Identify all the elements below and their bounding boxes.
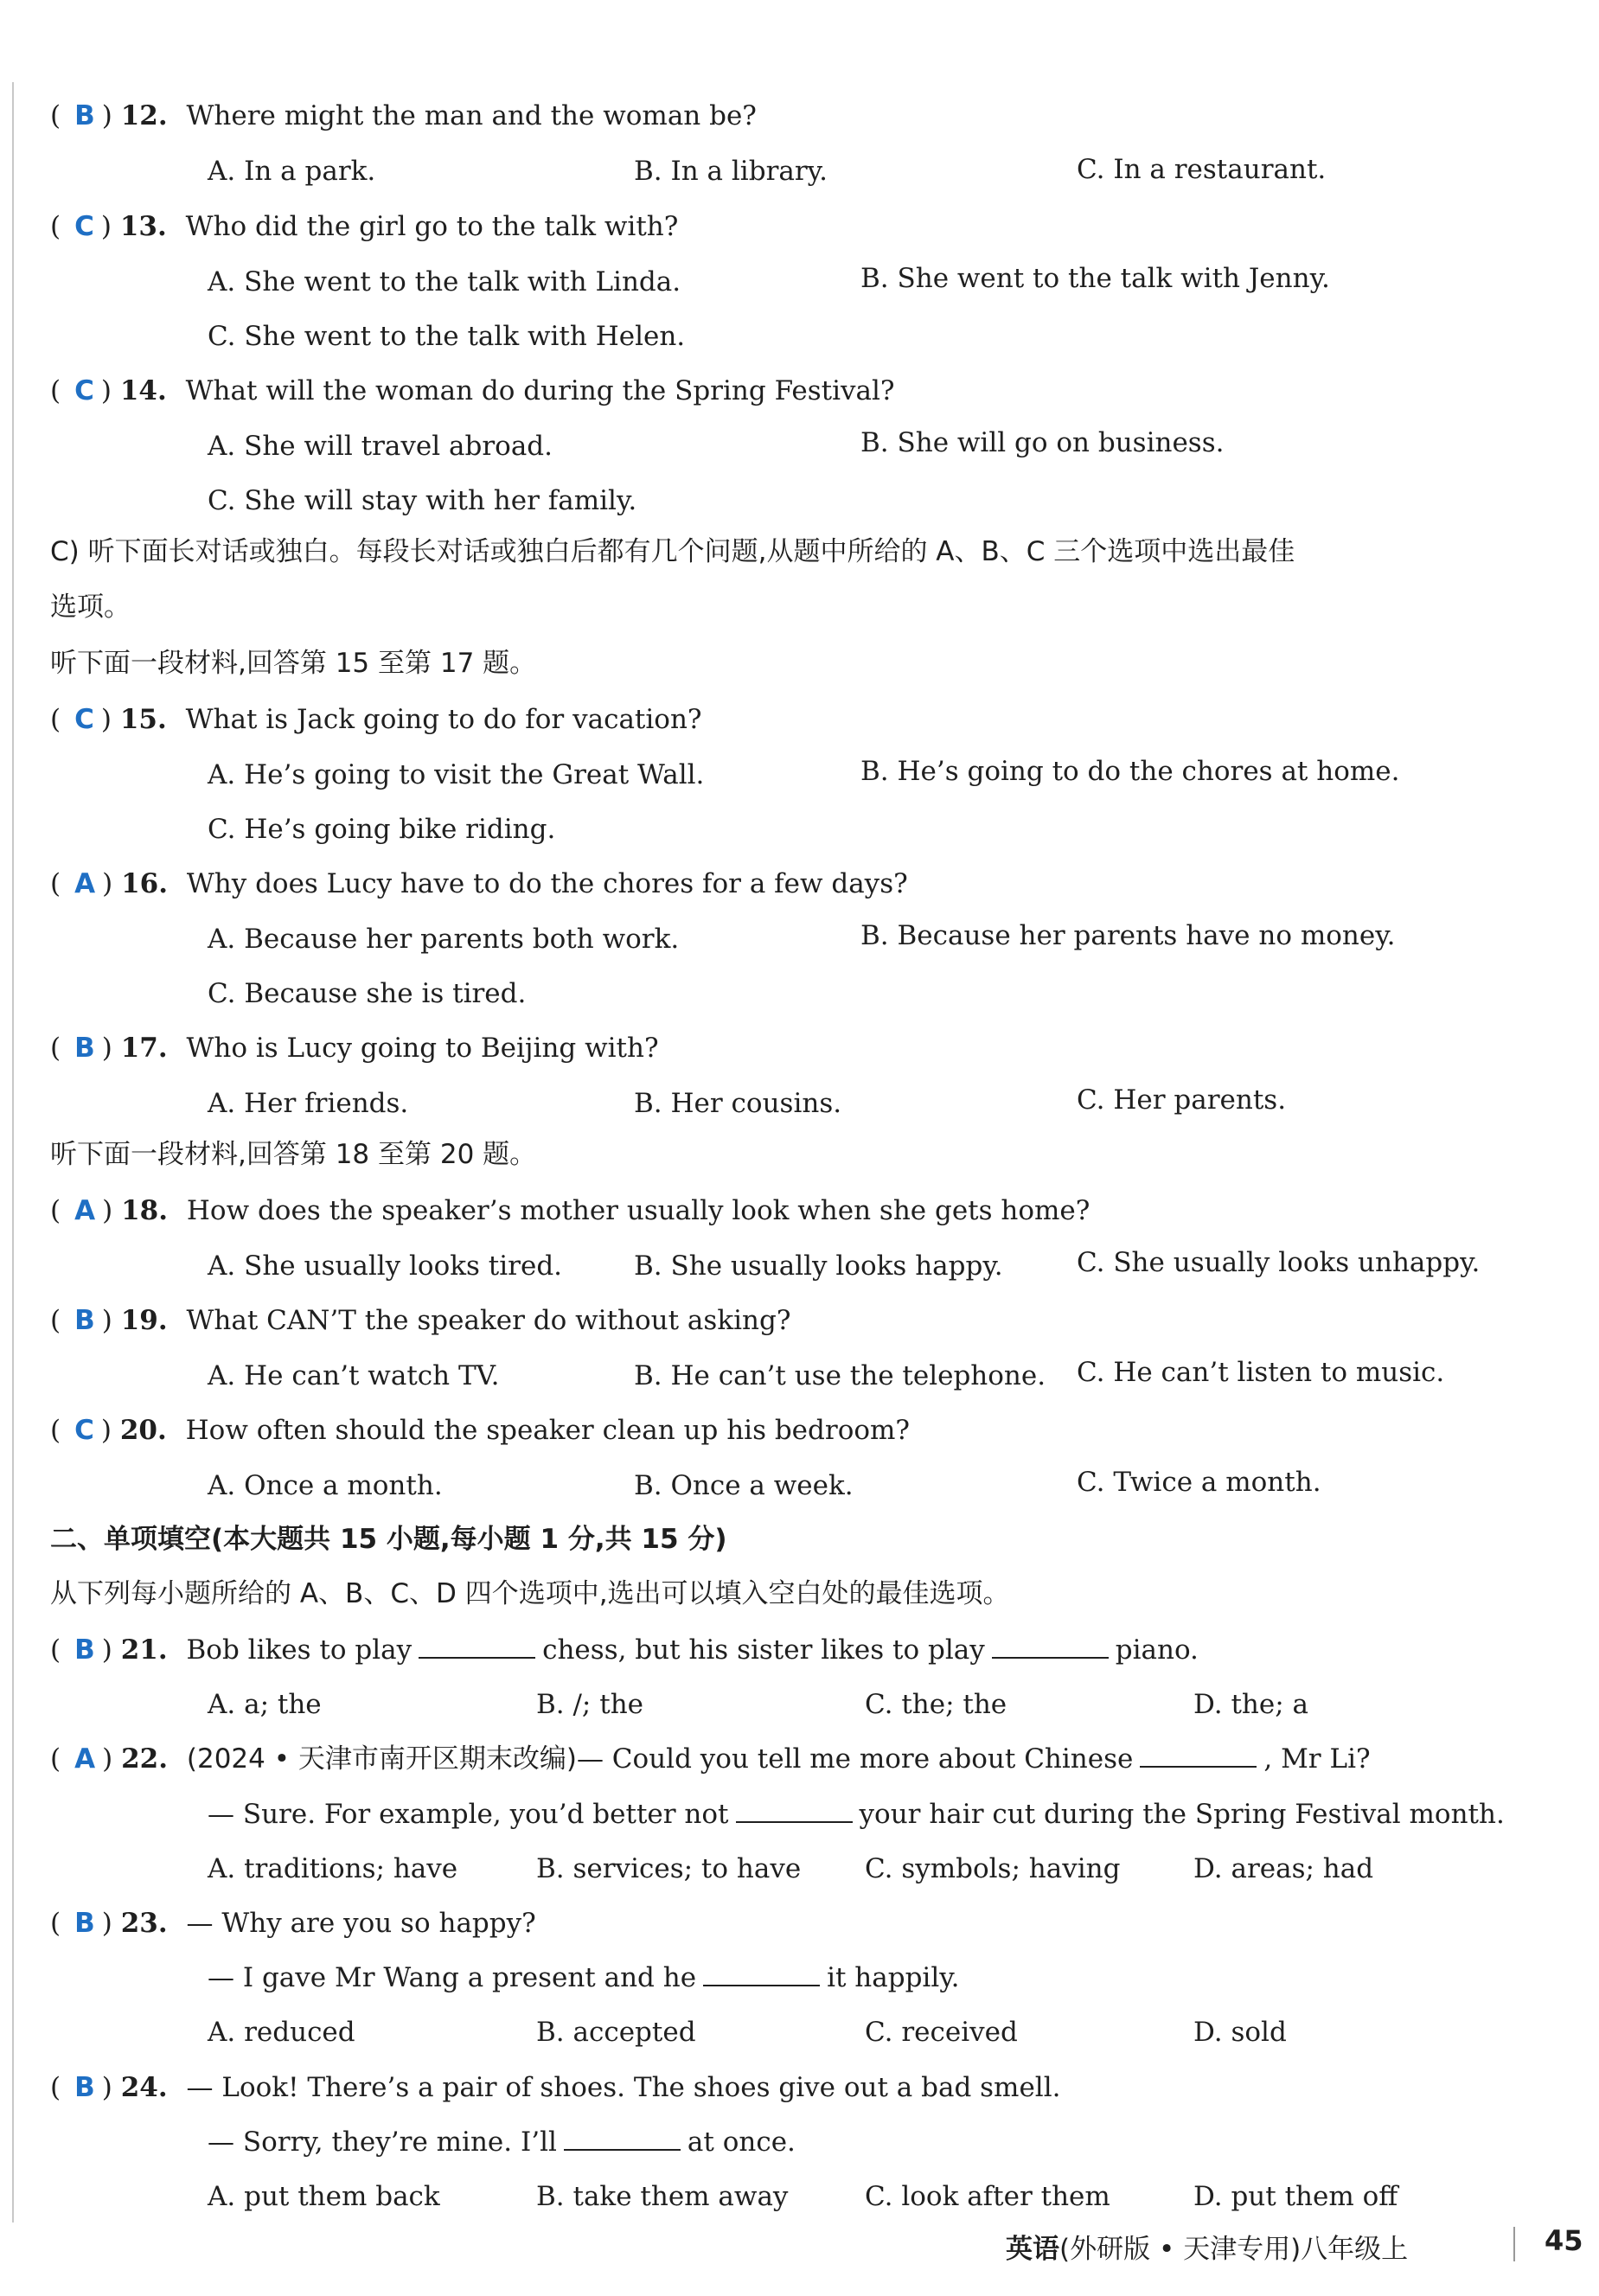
option-b: B. She will go on business. [860,427,1225,458]
margin-rule [12,82,14,2222]
answer-mark: B [74,1305,95,1336]
footer-edition: (外研版 • 天津专用)八年级上 [1059,2234,1409,2265]
question-text: your hair cut during the Spring Festival month. [859,1799,1505,1830]
question-text: Why does Lucy have to do the chores for a few days? [186,868,908,899]
option-a: A. He’s going to visit the Great Wall. [208,759,705,790]
question-text: Who did the girl go to the talk with? [185,211,679,242]
question-number: 20. [119,1415,167,1446]
question-text: — Sure. For example, you’d better not [208,1799,729,1830]
question-text: What will the woman do during the Spring Festival? [185,375,895,406]
question-20: ( C ) 20. How often should the speaker clean up his bedroom? [50,1415,911,1446]
question-line-2 [208,1959,960,1997]
question-text: Where might the man and the woman be? [186,100,757,131]
option-b: B. Because her parents have no money. [860,920,1396,951]
answer-blank [703,1960,820,1986]
page-footer [1006,2227,1408,2266]
question-text: — Why are you so happy? [186,1908,536,1939]
option-b: B. He can’t use the telephone. [634,1360,1046,1391]
question-line-2 [208,1795,1505,1833]
answer-blank [564,2125,681,2151]
section-instruction: 从下列每小题所给的 A、B、C、D 四个选项中,选出可以填入空白处的最佳选项。 [50,1578,1010,1609]
question-number: 21. [120,1634,168,1666]
section-c-instruction-cont: 选项。 [50,592,131,623]
option-c: C. Because she is tired. [208,978,527,1009]
question-19: ( B ) 19. What CAN’T the speaker do without asking? [50,1305,791,1336]
option-d: D. put them off [1193,2181,1398,2212]
option-c: C. In a restaurant. [1077,154,1327,185]
question-number: 23. [120,1908,168,1939]
footer-subject: 英语 [1006,2234,1059,2265]
question-text: it happily. [827,1962,960,1993]
answer-mark: C [74,1415,94,1446]
option-a: A. He can’t watch TV. [208,1360,500,1391]
question-text: Who is Lucy going to Beijing with? [186,1033,659,1064]
question-text: , Mr Li? [1263,1743,1371,1775]
question-number: 22. [121,1743,169,1775]
option-c: C. She went to the talk with Helen. [208,321,686,352]
question-17: ( B ) 17. Who is Lucy going to Beijing with? [50,1033,659,1064]
option-b: B. In a library. [634,156,828,187]
question-number: 12. [120,100,168,131]
option-b: B. She usually looks happy. [634,1250,1003,1282]
question-13: ( C ) 13. Who did the girl go to the talk with? [50,211,679,242]
option-b: B. Once a week. [634,1470,854,1501]
question-text: — Could you tell me more about Chinese [576,1743,1134,1775]
option-c: C. She will stay with her family. [208,485,637,516]
question-number: 13. [119,211,167,242]
question-21: ( B ) 21. Bob likes to play chess, but his sister likes to play piano. [50,1634,1199,1666]
question-22: ( A ) 22. (2024 • 天津市南开区期末改编)— Could you tell me more about Chinese , Mr Li? [50,1743,1371,1775]
question-15: ( C ) 15. What is Jack going to do for vacation? [50,704,702,735]
question-text: piano. [1115,1634,1199,1666]
option-c: C. Her parents. [1077,1084,1287,1116]
footer-divider [1513,2227,1515,2261]
option-d: D. the; a [1193,1689,1309,1720]
question-line-2 [208,2123,796,2161]
option-c: C. symbols; having [865,1853,1121,1884]
material-heading: 听下面一段材料,回答第 15 至第 17 题。 [50,648,537,679]
option-a: A. put them back [208,2181,440,2212]
question-24: ( B ) 24. — Look! There’s a pair of shoes. The shoes give out a bad smell. [50,2072,1061,2103]
option-a: A. Once a month. [208,1470,443,1501]
question-14: ( C ) 14. What will the woman do during the Spring Festival? [50,375,895,406]
section-c-instruction: C) 听下面长对话或独白。每段长对话或独白后都有几个问题,从题中所给的 A、B、C 三个选项中选出最佳 [50,536,1295,567]
answer-mark: A [74,1195,96,1226]
question-source: (2024 • 天津市南开区期末改编) [186,1743,577,1775]
answer-mark: A [74,868,96,899]
section-heading: 二、单项填空(本大题共 15 小题,每小题 1 分,共 15 分) [50,1524,727,1555]
option-c: C. received [865,2017,1018,2048]
question-text: What CAN’T the speaker do without asking? [186,1305,791,1336]
option-c: C. She usually looks unhappy. [1077,1247,1481,1278]
answer-mark: B [74,1908,95,1939]
answer-mark: B [74,1634,95,1666]
option-c: C. the; the [865,1689,1007,1720]
answer-blank [736,1797,853,1823]
option-a: A. In a park. [208,156,376,187]
option-d: D. sold [1193,2017,1287,2048]
answer-blank [419,1633,535,1659]
answer-blank [992,1633,1109,1659]
option-b: B. Her cousins. [634,1088,842,1119]
question-text: What is Jack going to do for vacation? [185,704,702,735]
option-c: C. He can’t listen to music. [1077,1357,1445,1388]
question-number: 18. [121,1195,169,1226]
option-a: A. traditions; have [208,1853,458,1884]
answer-blank [1140,1742,1257,1768]
question-text: — Look! There’s a pair of shoes. The shoes give out a bad smell. [186,2072,1061,2103]
option-a: A. She will travel abroad. [208,431,553,462]
answer-mark: B [74,2072,95,2103]
question-12: ( B ) 12. Where might the man and the woman be? [50,100,757,131]
option-b: B. take them away [536,2181,789,2212]
answer-mark: C [74,704,94,735]
question-16: ( A ) 16. Why does Lucy have to do the chores for a few days? [50,868,908,899]
page-number: 45 [1545,2224,1583,2257]
question-text: — I gave Mr Wang a present and he [208,1962,697,1993]
option-c: C. look after them [865,2181,1110,2212]
question-number: 16. [121,868,169,899]
option-b: B. services; to have [536,1853,802,1884]
option-b: B. /; the [536,1689,643,1720]
question-number: 14. [119,375,167,406]
answer-mark: B [74,100,95,131]
answer-mark: B [74,1033,95,1064]
question-23: ( B ) 23. — Why are you so happy? [50,1908,536,1939]
option-a: A. She usually looks tired. [208,1250,563,1282]
option-a: A. She went to the talk with Linda. [208,266,681,297]
answer-mark: A [74,1743,96,1775]
question-18: ( A ) 18. How does the speaker’s mother usually look when she gets home? [50,1195,1091,1226]
answer-mark: C [74,375,94,406]
question-text: How does the speaker’s mother usually look when she gets home? [186,1195,1091,1226]
option-a: A. Because her parents both work. [208,924,680,955]
question-number: 15. [119,704,167,735]
question-number: 19. [120,1305,168,1336]
option-a: A. a; the [208,1689,322,1720]
question-text: at once. [687,2127,796,2158]
answer-mark: C [74,211,94,242]
material-heading: 听下面一段材料,回答第 18 至第 20 题。 [50,1139,537,1170]
option-a: A. Her friends. [208,1088,409,1119]
option-a: A. reduced [208,2017,355,2048]
option-b: B. He’s going to do the chores at home. [860,756,1400,787]
option-d: D. areas; had [1193,1853,1374,1884]
question-text: How often should the speaker clean up his bedroom? [185,1415,911,1446]
option-c: C. Twice a month. [1077,1467,1321,1498]
question-number: 24. [120,2072,168,2103]
question-text: — Sorry, they’re mine. I’ll [208,2127,557,2158]
question-number: 17. [120,1033,168,1064]
option-b: B. She went to the talk with Jenny. [860,263,1330,294]
question-text: chess, but his sister likes to play [542,1634,985,1666]
option-b: B. accepted [536,2017,696,2048]
option-c: C. He’s going bike riding. [208,814,556,845]
question-text: Bob likes to play [186,1634,413,1666]
